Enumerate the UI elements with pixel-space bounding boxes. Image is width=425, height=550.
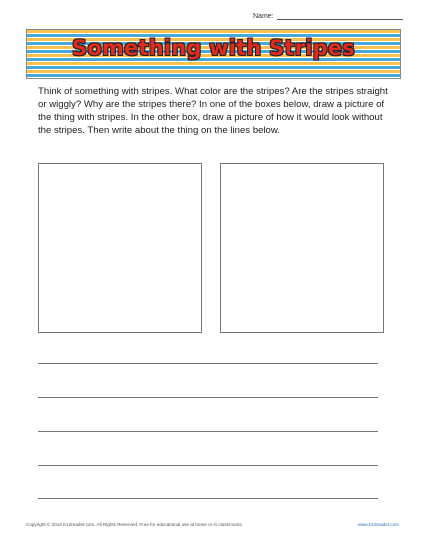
drawing-box-left[interactable] — [38, 163, 202, 333]
title-banner — [26, 29, 401, 79]
writing-line[interactable] — [38, 465, 378, 466]
instructions-text: Think of something with stripes. What color are the stripes? Are the stripes straight or wiggly? Why are the stripes there? In one of the boxes below, draw a picture of the thing with stripes. In the other box, draw a picture of how it would look without the stripes. Then write about the thing on the lines below. — [38, 86, 388, 136]
drawing-box-right[interactable] — [220, 163, 384, 333]
name-field — [253, 12, 403, 20]
writing-line[interactable] — [38, 363, 378, 364]
name-label: Name: — [253, 13, 274, 20]
writing-line[interactable] — [38, 397, 378, 398]
website-link[interactable]: www.k12reader.com — [357, 522, 399, 527]
writing-line[interactable] — [38, 498, 378, 499]
writing-line[interactable] — [38, 431, 378, 432]
worksheet-title: Something with Stripes — [72, 36, 355, 60]
copyright-notice: Copyright © 2014 K12reader.com. All Rights Reserved. Free for educational use at home or in classrooms. — [26, 522, 243, 527]
name-line[interactable] — [277, 12, 403, 20]
